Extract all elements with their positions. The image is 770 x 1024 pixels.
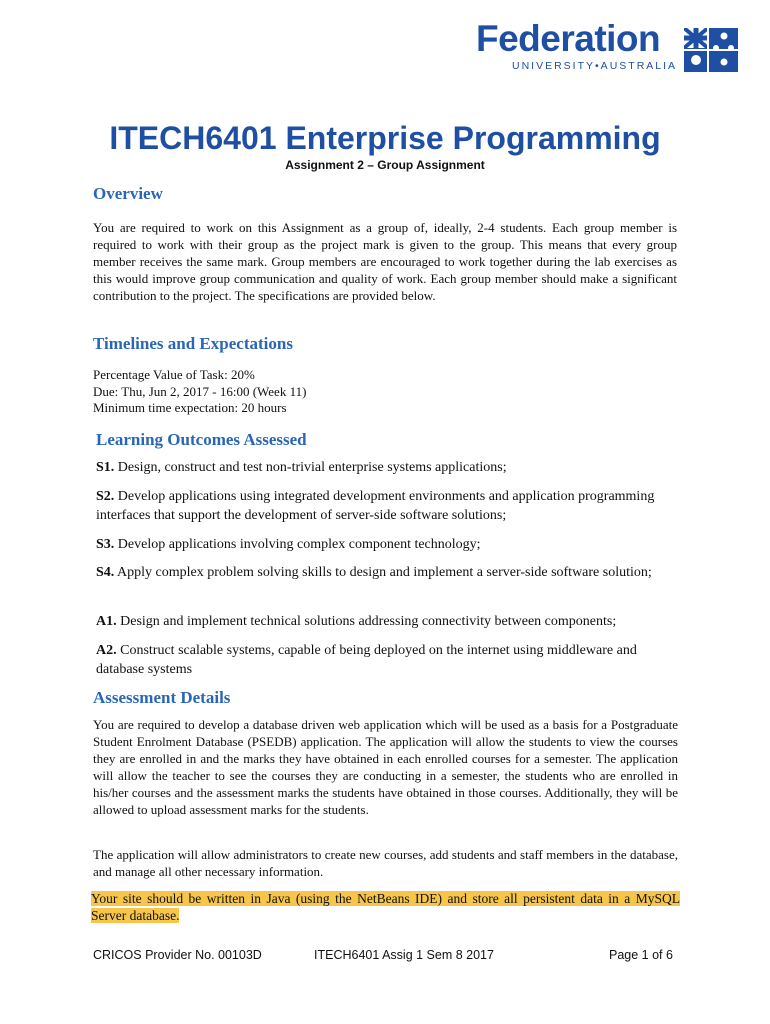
timeline-line: Due: Thu, Jun 2, 2017 - 16:00 (Week 11) — [93, 383, 307, 399]
outcome-item — [96, 641, 686, 679]
outcomes-heading: Learning Outcomes Assessed — [96, 430, 307, 449]
outcome-code: S4. — [96, 565, 115, 580]
logo-subtitle: UNIVERSITY•AUSTRALIA — [512, 60, 678, 72]
admin-paragraph: The application will allow administrators to create new courses, add students and staff members in the database, and manage all other necessary information. — [93, 847, 678, 879]
outcome-code: S1. — [96, 460, 115, 475]
outcome-item — [96, 535, 686, 554]
footer-cricos: CRICOS Provider No. 00103D — [93, 948, 262, 962]
outcome-text: Apply complex problem solving skills to design and implement a server-side software solution; — [117, 565, 652, 580]
outcome-item — [96, 458, 686, 477]
outcome-code: A2. — [96, 643, 117, 658]
outcome-code: S3. — [96, 537, 115, 552]
flag-icon — [684, 28, 738, 72]
outcome-item — [96, 612, 686, 631]
timelines-heading: Timelines and Expectations — [93, 334, 293, 353]
outcome-text: Design and implement technical solutions addressing connectivity between components; — [120, 614, 617, 629]
outcome-item — [96, 563, 686, 582]
footer-course: ITECH6401 Assig 1 Sem 8 2017 — [314, 948, 494, 962]
footer-page-number: Page 1 of 6 — [609, 948, 673, 962]
outcome-text: Develop applications involving complex component technology; — [117, 537, 481, 552]
timeline-line: Minimum time expectation: 20 hours — [93, 400, 287, 415]
document-title: ITECH6401 Enterprise Programming — [109, 120, 661, 156]
outcome-text: Design, construct and test non-trivial enterprise systems applications; — [117, 460, 507, 475]
document-subtitle: Assignment 2 – Group Assignment — [285, 158, 485, 172]
outcome-code: S2. — [96, 489, 115, 504]
university-logo — [476, 18, 738, 74]
overview-heading: Overview — [93, 184, 163, 203]
logo-wordmark: Federation — [476, 18, 661, 59]
overview-paragraph: You are required to work on this Assignment as a group of, ideally, 2-4 students. Each group member is required to work with their group as the project mark is given to the group. This means that every group member receives the same mark. Group members are encouraged to work together during the lab exercises as this would improve group communication and quality of work. Each group member should make a significant contribution to the project. The specifications are provided below. — [93, 220, 677, 303]
assessment-heading: Assessment Details — [93, 688, 231, 707]
outcome-item — [96, 487, 686, 525]
timeline-line: Percentage Value of Task: 20% — [93, 367, 255, 382]
timelines-list — [93, 367, 306, 417]
outcome-text: Construct scalable systems, capable of being deployed on the internet using middleware and database systems — [96, 643, 637, 677]
highlighted-requirement — [91, 890, 680, 924]
assessment-paragraph: You are required to develop a database driven web application which will be used as a basis for a Postgraduate Student Enrolment Database (PSEDB) application. The application will allow the students to view the courses they are enrolled in and the marks they have obtained in each enrolled courses for a semester. The application will allow the teacher to see the courses they are conducting in a semester, the students who are enrolled in his/her courses and the assessment marks the students have obtained in those courses. Additionally, they will be allowed to upload assessment marks for the students. — [93, 717, 678, 817]
outcome-code: A1. — [96, 614, 117, 629]
highlight-text: Your site should be written in Java (using the NetBeans IDE) and store all persistent data in a MySQL Server database. — [91, 891, 680, 923]
outcome-text: Develop applications using integrated development environments and application programming interfaces that support the development of server-side software solutions; — [96, 489, 655, 523]
